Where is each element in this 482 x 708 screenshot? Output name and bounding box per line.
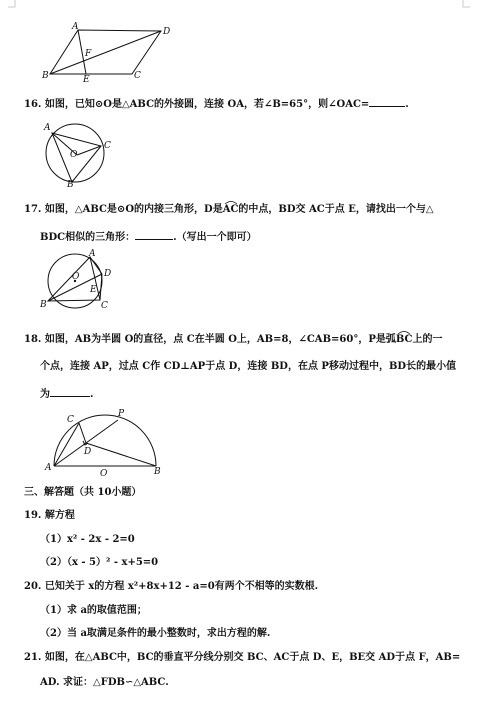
- label-p: P: [118, 409, 125, 419]
- figure-q16-circle: [38, 118, 114, 188]
- corner-mark-right: [462, 0, 470, 8]
- label-a: A: [45, 463, 52, 473]
- label-d: D: [104, 269, 112, 279]
- q18-text-d: .: [90, 389, 94, 400]
- q18-line2: 个点，连接 AP，过点 C作 CD⊥AP于点 D，连接 BD，在点 P移动过程中，BD长的最小值: [40, 361, 457, 372]
- q19-item-1: （1）x² - 2x - 2=0: [40, 534, 135, 545]
- q18-line3: [40, 386, 93, 402]
- q16-answer-blank[interactable]: [369, 96, 405, 107]
- q19-item-2: （2）（x - 5）² - x+5=0: [40, 557, 159, 568]
- q17-text-c: BDC相似的三角形：: [40, 232, 136, 243]
- q16-text: [24, 96, 409, 112]
- q21-line1: [24, 651, 460, 665]
- q18-text-a: 如图，AB为半圆 O的直径，点 C在半圆 O上，AB=8，∠CAB=60°，P是弧: [44, 334, 396, 345]
- q21-number: 21.: [24, 652, 42, 663]
- section-three-heading: 三、解答题（共 10小题）: [24, 487, 142, 498]
- q18-text-b: 上的一: [412, 334, 443, 345]
- label-a: A: [44, 123, 51, 133]
- label-e: E: [83, 75, 90, 82]
- q20-item-2: （2）当 a取满足条件的最小整数时，求出方程的解.: [40, 628, 271, 639]
- label-d: D: [84, 447, 92, 457]
- label-a: A: [89, 249, 96, 259]
- q16-end: .: [405, 99, 409, 110]
- segment-db: [86, 443, 156, 466]
- label-o: O: [100, 469, 108, 478]
- figure-q18-semicircle: [40, 404, 168, 478]
- arc-icon: [224, 200, 238, 205]
- q20-item-1: （1）求 a的取值范围；: [40, 605, 147, 616]
- label-b: B: [42, 71, 49, 81]
- diagonal-bd: [50, 31, 161, 74]
- q20-number: 20.: [24, 581, 42, 592]
- label-c: C: [67, 415, 74, 425]
- label-a: A: [72, 22, 79, 32]
- q17-arc-ac: AC: [223, 203, 239, 217]
- q19-stem: 解方程: [44, 510, 75, 521]
- q18-text-c: 为: [40, 389, 50, 400]
- q19-title: [24, 509, 75, 523]
- arc-icon: [397, 330, 411, 335]
- q21-text: 如图，在△ABC中，BC的垂直平分线分别交 BC、AC于点 D、E，BE交 AD于点 F，AB=: [44, 652, 461, 663]
- q18-line1: [24, 333, 442, 347]
- q18-answer-blank[interactable]: [50, 386, 90, 397]
- label-b: B: [154, 467, 161, 477]
- q20-text: 已知关于 x的方程 x²+8x+12 - a=0有两个不相等的实数根.: [44, 581, 319, 592]
- label-c: C: [101, 301, 108, 311]
- q18-number: 18.: [24, 334, 42, 345]
- segment-cd: [79, 423, 86, 443]
- q21-line2: AD. 求证：△FDB∽△ABC.: [40, 677, 169, 688]
- label-f: F: [85, 49, 92, 59]
- q17-line2: [40, 229, 257, 245]
- q17-answer-blank[interactable]: [135, 229, 173, 240]
- label-c: C: [134, 71, 141, 81]
- q19-number: 19.: [24, 510, 42, 521]
- q20-stem: [24, 580, 318, 594]
- label-o: O: [72, 272, 80, 282]
- corner-mark-left: [8, 0, 16, 8]
- label-b: B: [40, 300, 47, 310]
- figure-q17-circle: [38, 248, 118, 312]
- segment-ac: [54, 423, 79, 466]
- label-o: O: [70, 150, 78, 160]
- q17-text-d: .（写出一个即可）: [173, 232, 257, 243]
- label-b: B: [67, 180, 74, 188]
- q17-line1: [24, 203, 434, 217]
- label-c: C: [104, 141, 111, 151]
- figure-parallelogram: [40, 20, 170, 82]
- q17-text-b: 的中点，BD交 AC于点 E，请找出一个与△: [238, 204, 434, 215]
- label-d: D: [163, 27, 170, 37]
- q17-text-a: 如图，△ABC是⊙O的内接三角形，D是: [44, 204, 223, 215]
- q16-number: 16.: [24, 99, 42, 110]
- q17-number: 17.: [24, 204, 42, 215]
- q16-stem: 如图，已知⊙O是△ABC的外接圆，连接 OA，若∠B=65°，则∠OAC=: [44, 99, 370, 110]
- label-e: E: [90, 285, 97, 295]
- q18-arc-bc: BC: [396, 333, 413, 347]
